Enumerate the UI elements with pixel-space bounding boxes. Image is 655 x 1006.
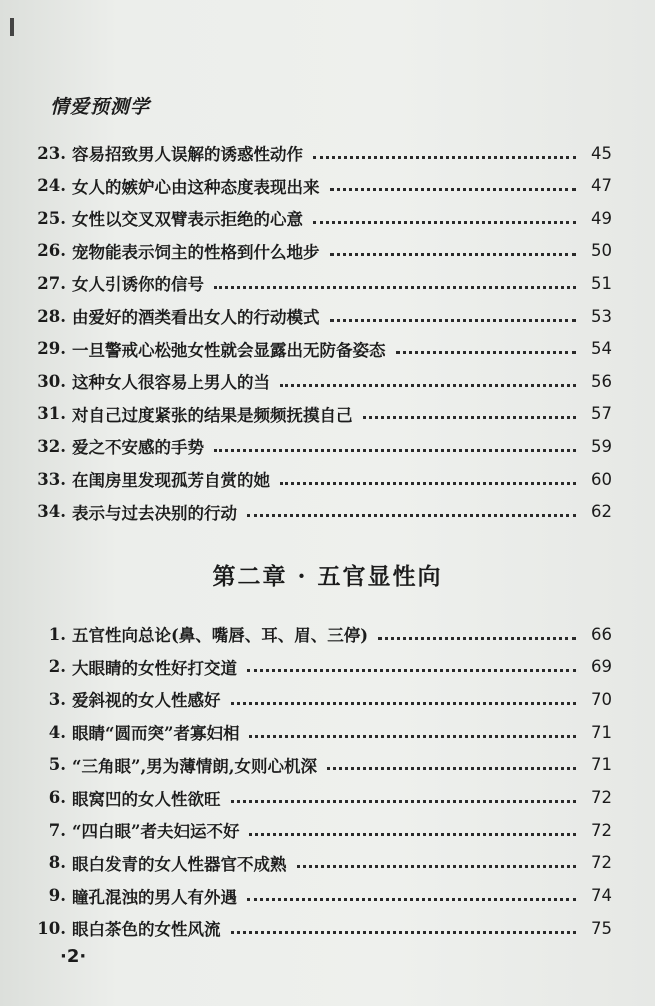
dot-leader xyxy=(330,253,577,256)
dot-leader xyxy=(247,898,576,901)
entry-page: 70 xyxy=(591,689,612,709)
toc-entry xyxy=(32,816,612,844)
entry-title: 爱之不安感的手势 xyxy=(72,438,204,458)
toc-entry xyxy=(32,302,612,330)
entry-number: 28. xyxy=(37,306,66,326)
dot-leader xyxy=(249,833,576,836)
entry-title: “三角眼”,男为薄情朗,女则心机深 xyxy=(72,756,317,776)
entry-number: 24. xyxy=(37,176,66,196)
entry-number: 25. xyxy=(37,208,66,228)
entry-title: 在闺房里发现孤芳自赏的她 xyxy=(72,471,270,490)
entry-page: 51 xyxy=(591,273,612,293)
entry-number: 6. xyxy=(48,788,66,807)
entry-page: 69 xyxy=(591,657,612,677)
entry-page: 75 xyxy=(591,918,612,938)
toc-entry xyxy=(32,751,612,779)
dot-leader xyxy=(231,800,577,803)
toc-entry xyxy=(32,784,612,812)
entry-number: 5. xyxy=(48,755,66,775)
toc-entry xyxy=(32,465,612,493)
toc-entry xyxy=(32,718,612,746)
entry-page: 57 xyxy=(591,404,612,424)
toc-entry xyxy=(32,367,612,395)
toc-entry xyxy=(32,269,612,297)
entry-number: 1. xyxy=(48,624,66,644)
toc-entry xyxy=(32,139,612,167)
toc-entry xyxy=(32,237,612,265)
entry-title: 瞳孔混浊的男人有外遇 xyxy=(72,887,237,907)
toc-entry xyxy=(32,432,612,460)
entry-number: 23. xyxy=(37,143,66,163)
entry-number: 29. xyxy=(37,339,66,359)
entry-title: 表示与过去决别的行动 xyxy=(72,503,237,523)
chapter-heading: 第二章 · 五官显性向 xyxy=(212,563,443,590)
dot-leader xyxy=(247,669,576,672)
dot-leader xyxy=(327,767,576,770)
dot-leader xyxy=(247,514,576,517)
dot-leader xyxy=(249,735,576,738)
running-head: 情爱预测学 xyxy=(50,96,151,118)
entry-number: 33. xyxy=(37,469,66,489)
dot-leader xyxy=(214,449,576,452)
entry-number: 4. xyxy=(48,722,66,742)
entry-number: 2. xyxy=(48,657,66,677)
entry-number: 7. xyxy=(48,820,66,840)
dot-leader xyxy=(330,188,577,191)
entry-page: 74 xyxy=(591,886,612,906)
entry-number: 30. xyxy=(37,371,66,391)
entry-page: 54 xyxy=(591,339,612,359)
entry-page: 49 xyxy=(591,208,612,228)
entry-number: 27. xyxy=(37,273,66,293)
entry-number: 9. xyxy=(48,886,66,906)
entry-page: 72 xyxy=(591,788,612,807)
entry-page: 60 xyxy=(591,469,612,489)
entry-page: 53 xyxy=(591,306,612,326)
dot-leader xyxy=(396,351,577,354)
toc-entry xyxy=(32,882,612,910)
entry-title: 五官性向总论(鼻、嘴唇、耳、眉、三停) xyxy=(72,626,369,645)
toc-entry xyxy=(32,335,612,363)
entry-page: 45 xyxy=(591,143,612,163)
toc-entry xyxy=(32,400,612,428)
toc-entry xyxy=(32,849,612,877)
dot-leader xyxy=(231,702,577,705)
dot-leader xyxy=(313,221,576,224)
entry-number: 31. xyxy=(37,404,66,424)
entry-title: 爱斜视的女人性感好 xyxy=(72,691,221,711)
entry-title: 宠物能表示饲主的性格到什么地步 xyxy=(72,242,320,262)
dot-leader xyxy=(378,637,576,640)
entry-number: 8. xyxy=(48,853,66,873)
entry-number: 10. xyxy=(37,918,66,938)
entry-page: 66 xyxy=(591,624,612,644)
entry-page: 71 xyxy=(591,755,612,775)
toc-entry xyxy=(32,653,612,681)
toc-entry xyxy=(32,620,612,648)
entry-number: 3. xyxy=(48,689,66,709)
dot-leader xyxy=(280,384,576,387)
entry-title: “四白眼”者夫妇运不好 xyxy=(72,822,240,842)
toc-entry xyxy=(32,914,612,942)
entry-number: 26. xyxy=(37,241,66,261)
entry-page: 72 xyxy=(591,820,612,840)
entry-number: 34. xyxy=(37,502,66,522)
entry-title: 容易招致男人误解的诱惑性动作 xyxy=(72,145,303,164)
entry-title: 由爱好的酒类看出女人的行动模式 xyxy=(72,308,320,327)
dot-leader xyxy=(313,156,576,159)
entry-page: 59 xyxy=(591,436,612,456)
entry-title: 一旦警戒心松弛女性就会显露出无防备姿态 xyxy=(72,340,386,360)
entry-page: 72 xyxy=(591,853,612,873)
entry-title: 这种女人很容易上男人的当 xyxy=(72,373,270,393)
dot-leader xyxy=(297,865,577,868)
entry-title: 大眼睛的女性好打交道 xyxy=(72,658,237,678)
entry-page: 62 xyxy=(591,502,612,522)
entry-title: 女性以交叉双臂表示拒绝的心意 xyxy=(72,210,303,230)
toc-entry xyxy=(32,172,612,200)
entry-title: 眼窝凹的女人性欲旺 xyxy=(72,789,221,809)
page-number: ·2· xyxy=(60,946,87,967)
dot-leader xyxy=(214,286,576,289)
toc-entry xyxy=(32,685,612,713)
dot-leader xyxy=(280,482,576,485)
entry-page: 56 xyxy=(591,371,612,391)
entry-title: 女人引诱你的信号 xyxy=(72,275,204,295)
entry-title: 女人的嫉妒心由这种态度表现出来 xyxy=(72,177,320,197)
dot-leader xyxy=(363,416,577,419)
dot-leader xyxy=(330,319,577,322)
toc-entry xyxy=(32,498,612,526)
entry-title: 对自己过度紧张的结果是频频抚摸自己 xyxy=(72,405,353,425)
entry-number: 32. xyxy=(37,436,66,456)
entry-page: 71 xyxy=(591,722,612,742)
toc-entry xyxy=(32,204,612,232)
entry-title: 眼白茶色的女性风流 xyxy=(72,920,221,940)
entry-page: 47 xyxy=(591,176,612,196)
dot-leader xyxy=(231,931,577,934)
entry-title: 眼睛“圆而突”者寡妇相 xyxy=(72,724,240,744)
entry-title: 眼白发青的女人性器官不成熟 xyxy=(72,854,287,874)
entry-page: 50 xyxy=(591,241,612,261)
